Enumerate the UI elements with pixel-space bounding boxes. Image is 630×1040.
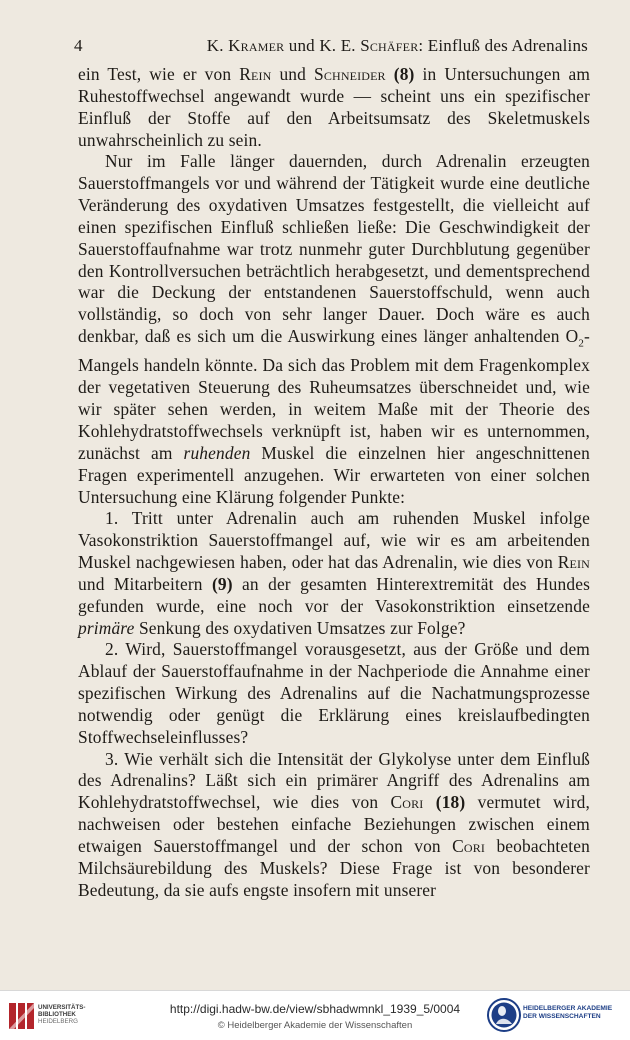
name-rein: Rein [239,64,272,84]
italic-primaere: primäre [78,617,135,638]
name-cori: Cori [452,836,486,856]
author-schaefer: Schäfer [360,36,419,55]
copyright-notice: © Heidelberger Akademie der Wissenschaften [217,1020,413,1031]
paragraph-point-2: 2. Wird, Sauerstoffmangel vorausgesetzt, aus der Größe und dem Ablauf der Sauerstoffaufnahme in der Nachperiode die Annahme einer spezifischen Wirkung des Adrenalins auf die Nachatmungsprozesse notwendig oder genügt die Erklärung eines kreislaufbedingten Stoffwechseleinflusses? [78,639,590,747]
academy-logo-icon[interactable] [486,997,522,1033]
paragraph-2: Nur im Falle länger dauernden, durch Adrenalin erzeugten Sauerstoffmangels vor und während der Tätigkeit wurde eine deutliche Veränderung des oxydativen Umsatzes festgestellt, die vielleicht auf einen spezifischen Einfluß schließen ließe: Die Geschwindigkeit der Sauerstoffaufnahme war trotz nunmehr guter Durchblutung gegenüber den Kontrollversuchen beträchtlich herabgesetzt, und dementsprechend war die Deckung der entstandenen Sauerstoffschuld, wenn auch vollständig, so doch von sehr langer Dauer. Doch wäre es auch denkbar, daß es sich um die Auswirkung eines länger anhaltenden $O_2$-Mangels handeln könnte. Da sich das Problem mit dem Fragenkomplex der vegetativen Steuerung des Ruheumsatzes überschneidet und, wie wir später sehen werden, in weitem Maße mit der Theorie des Kohlehydratstoffwechsels verknüpft ist, haben wir es unternommen, zunächst am ruhenden Muskel die einzelnen hier angeschnittenen Fragen experimentell anzugehen. Wir erwarteten von einer solchen Untersuchung eine Klärung folgender Punkte: [78,151,590,507]
permalink-url[interactable]: http://digi.hadw-bw.de/view/sbhadwmnkl_1939_5/0004 [169,1002,461,1016]
name-schneider: Schneider [314,64,386,84]
paragraph-point-3: 3. Wie verhält sich die Intensität der Glykolyse unter dem Einfluß des Adrenalins? Läßt sich ein primärer Angriff des Adrenalins am Kohlehydratstoffwechsel, wie dies von Cori (18) vermutet wird, nachweisen oder bestehen einfache Beziehungen zwischen einem etwaigen Sauerstoffmangel und der schon von Cori beobachteten Milchsäurebildung des Muskels? Diese Frage ist von besonderer Bedeutung, da sie aufs engste insofern mit unserer [78,748,590,900]
paragraph-1: ein Test, wie er von Rein und Schneider (8) in Untersuchungen am Ruhestoffwechsel angewandt wurde — scheint uns ein spezifischer Einfluß der Stoffe auf den Arbeitsumsatz des Skeletmuskels unwahrscheinlich zu sein. [78,64,590,150]
university-library-name: UNIVERSITÄTS- BIBLIOTHEK HEIDELBERG [38,1004,86,1026]
page-number: 4 [74,36,83,55]
author-kramer: Kramer [228,36,285,55]
reference-8: (8) [393,64,415,84]
academy-name: HEIDELBERGER AKADEMIE DER WISSENSCHAFTEN [523,1005,613,1020]
reference-18: (18) [435,792,466,813]
running-title: K. Kramer und K. E. Schäfer: Einfluß des Adrenalins [206,36,588,55]
paragraph-point-1: 1. Tritt unter Adrenalin auch am ruhenden Muskel infolge Vasokonstriktion Sauerstoffmangel auf, wie wir es am arbeitenden Muskel nachgewiesen haben, oder hat das Adrenalin, wie dies von Rein und Mitarbeitern (9) an der gesamten Hinterextremität des Hundes gefunden wurde, eine noch vor der Vasokonstriktion einsetzende primäre Senkung des oxydativen Umsatzes zur Folge? [78,508,590,638]
reference-9: (9) [211,573,233,594]
body-text [78,64,590,902]
italic-ruhenden: ruhenden [183,442,251,463]
running-header [74,36,588,58]
subscript-2: 2 [578,337,585,350]
name-cori: Cori [390,792,424,813]
viewer-footer [0,990,630,1040]
name-rein: Rein [557,552,590,573]
university-library-logo-icon[interactable] [6,999,40,1033]
